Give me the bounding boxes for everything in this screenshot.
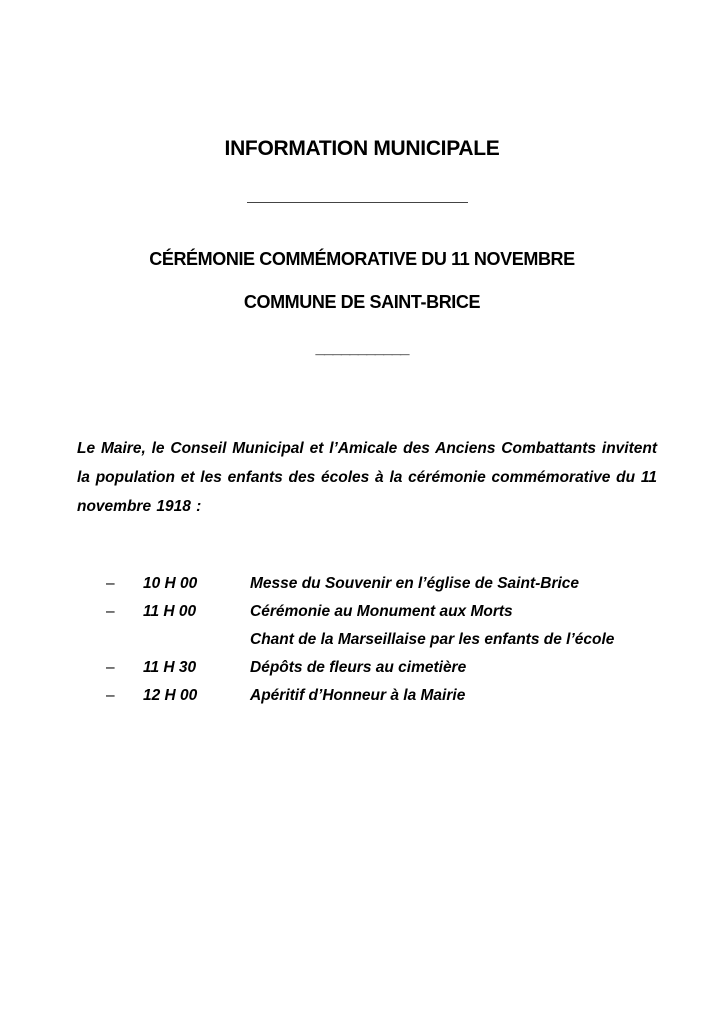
list-bullet: – [106,603,115,620]
title-divider [247,202,468,203]
list-bullet: – [106,659,115,676]
heading-separator: ___________ [315,338,409,357]
schedule-description: Chant de la Marseillaise par les enfants de l’école [250,631,615,648]
schedule-description: Messe du Souvenir en l’église de Saint-Brice [250,575,580,592]
list-bullet: – [106,575,115,592]
schedule-time: 12 H 00 [143,687,198,704]
schedule-description: Dépôts de fleurs au cimetière [250,659,467,676]
schedule-time: 11 H 30 [143,659,197,676]
schedule-time: 11 H 00 [143,603,197,620]
invitation-paragraph: Le Maire, le Conseil Municipal et l’Amicale des Anciens Combattants invitent la population et les enfants des écoles à la cérémonie commémorative du 11 novembre 1918 : [77,440,657,515]
commune-heading: COMMUNE DE SAINT-BRICE [243,292,481,312]
schedule-description: Cérémonie au Monument aux Morts [250,603,513,620]
list-item [106,626,706,654]
list-item [106,598,706,626]
schedule-time: 10 H 00 [143,575,198,592]
list-item [106,570,706,598]
list-item [106,654,706,682]
list-bullet: – [106,687,115,704]
page-title: INFORMATION MUNICIPALE [224,137,500,160]
program-schedule [106,570,706,710]
list-item [106,682,706,710]
ceremony-heading: CÉRÉMONIE COMMÉMORATIVE DU 11 NOVEMBRE [149,249,575,269]
schedule-description: Apéritif d’Honneur à la Mairie [250,687,466,704]
